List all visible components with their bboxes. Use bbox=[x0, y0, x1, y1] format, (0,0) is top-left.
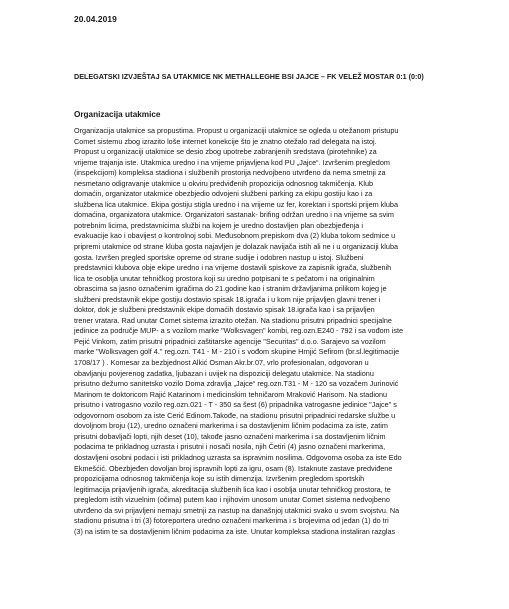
body-line: propozicijama odnosnog takmičenja koje su istih dimenzija. Izvršenim pregledom sportskih bbox=[74, 474, 365, 484]
body-line: trener vratara. Rad unutar Comet sistema izrazito otežan. Na stadionu prisutni pripadnici specijalne bbox=[74, 315, 392, 325]
body-line: službena lica utakmice. Ekipa gostiju stigla uredno i na vrijeme uz fer, korektan i sportski prijem kluba bbox=[74, 199, 398, 209]
body-line: nesmetano odigravanje utakmice u okviru predviđenih propozicija odnosnog takmičenja. Klub bbox=[74, 178, 374, 188]
section-body bbox=[74, 126, 490, 537]
body-line: utvrđeno da svi prijavljeni nemaju smetnji za nastup na današnjoj utakmici svako u svom svojstvu. Na bbox=[74, 505, 400, 515]
report-date: 20.04.2019 bbox=[74, 14, 117, 24]
body-line: dostavljeni osobni podaci i isti prikladnog uzrasta sa ispravnim nosilima. Odgovorna osoba za iste Edo bbox=[74, 452, 402, 462]
body-line: Comet sistemu zbog izrazito loše internet konekcije što je znatno otežalo rad delegata na istoj. bbox=[74, 136, 377, 146]
body-line: jedinice za područje MUP- a s vozilom marke "Wolksvagen" kombi, reg.ozn.E240 - 792 i sa vođom iste bbox=[74, 326, 403, 336]
body-line: Propust u organizaciji utakmice se desio zbog upotrebe zabranjenih sredstava (pirotehnike) za bbox=[74, 147, 377, 157]
body-line: Marinom te doktoricom Rajić Katarinom i medicinskim tehničarom Mraković Harisom. Na stadionu bbox=[74, 389, 388, 399]
body-line: Pejić Vinkom, zatim prisutni pripadnici zaštitarske agencije "Securitas" d.o.o. Sarajevo sa vozilom bbox=[74, 336, 386, 346]
section-heading: Organizacija utakmice bbox=[74, 110, 161, 119]
body-line: pregledom istih vizuelnim (očima) putem kao i njihovim unosom unutar Comet sistema nedvojbeno bbox=[74, 495, 390, 505]
body-line: (inspekcijom) kompleksa stadiona i službenih prostorija nedvojbeno utvrđeno da nema smetnji za bbox=[74, 168, 386, 178]
body-line: prisutni dobavljači lopti, njih deset (10), takođe jasno označeni markerima i sa dostavljenim ličnim bbox=[74, 431, 386, 441]
body-line: stadionu prisutna i tri (3) fotoreportera uredno označeni markerima i s brojevima od jedan (1) do tri bbox=[74, 516, 389, 526]
body-line: domaćina, organizatora utakmice. Organizatori sastanak- brifing održan uredno i na vrijeme sa svim bbox=[74, 210, 394, 220]
body-line: dovoljnom broju (12), uredno označeni markerima i sa dostavljenim ličnim podacima za iste, zatim bbox=[74, 421, 388, 431]
body-line: gosta. Izvršen pregled sportske opreme od strane sudije i odobren nastup u istoj. Službeni bbox=[74, 252, 364, 262]
body-line: 1708/17 ) . Komesar za bezbjednost Alkić Osman Akr.br.07, vrlo profesionalan, odgovoran u bbox=[74, 358, 369, 368]
body-line: podacima te prikladnog uzrasta i prisutni i nosači nosila, njih Četiri (4) jasno označeni markerima, bbox=[74, 442, 386, 452]
body-line: prisutno dežurno sanitetsko vozilo Doma zdravlja „Jajce“ reg.ozn.T31 - M - 120 sa vozačem Jurinović bbox=[74, 379, 399, 389]
body-line: Ekmešćić. Obezbjeđen dovoljan broj ispravnih lopti za igru, osam (8). Istaknute zastave predviđene bbox=[74, 463, 393, 473]
body-line: Organizacija utakmice sa propustima. Propust u organizaciji utakmice se ogleda u otežanom pristupu bbox=[74, 126, 399, 135]
body-line: (3) na istim te sa dostavljenim ličnim podacima za iste. Unutar kompleksa stadiona instaliran razglas bbox=[74, 526, 396, 536]
body-line: lica te osoblja unutar tehničkog prostora koji su uredno potpisani te s pečatom i na originalnim bbox=[74, 273, 375, 283]
body-line: marke "Wolksvagen golf 4." reg.ozn. T41 - M - 210 i s vođom skupine Hrnjić Sefirom (br.sl.legitimacije bbox=[74, 347, 400, 357]
body-line: predstavnici klubova obje ekipe uredno i na vrijeme dostavili spiskove za zapisnik igrača, službenih bbox=[74, 263, 392, 273]
body-line: legitimacija prijavljenih igrača, akreditacija službenih lica kao i osoblja unutar tehničkog prostora, te bbox=[74, 484, 391, 494]
body-line: domaćin, organizator utakmice obezbjedio odvojeni službeni parking za ekipu gostiju kao i za bbox=[74, 189, 373, 199]
body-line: obavljanju povjerenog zadatka, ljubazan i uvijek na dispoziciji delegatu utakmice. Na stadionu bbox=[74, 368, 374, 378]
body-line: pripremi utakmice od strane kluba gosta najavljen je dolazak navijača istih ali ne i u organizaciji kluba bbox=[74, 242, 399, 252]
body-line: obrascima sa jasno označenim igračima do 21.godine kao i stranim državljanima prilikom kojeg je bbox=[74, 284, 387, 294]
body-line: prisutno i vatrogasno vozilo reg.ozn.021 - T - 350 sa šest (6) pripadnika vatrogasne jedinice "Jajce" s bbox=[74, 400, 397, 410]
body-line: službeni predstavnik ekipe gostiju dostavio spisak 18.igrača i u kom nije prijavljen glavni trener i bbox=[74, 294, 381, 304]
report-title: DELEGATSKI IZVJEŠTAJ SA UTAKMICE NK METHALLEGHE BSI JAJCE – FK VELEŽ MOSTAR 0:1 (0:0) bbox=[74, 72, 424, 81]
body-line: vrijeme trajanja iste. Utakmica uredno i na vrijeme prijavljena kod PU „Jajce“. Izvršenim pregledom bbox=[74, 157, 390, 167]
body-line: evakuacije kao i obavijest o kontrolnoj sobi. Međusobnom prepiskom dva (2) kluba tokom sedmice u bbox=[74, 231, 396, 241]
body-line: doktor, dok je službeni predstavnik ekipe domaćih dostavio spisak 18.igrača kao i sa prijavljen bbox=[74, 305, 375, 315]
body-line: odgovornom osobom za iste Cerić Edinom.Takođe, na stadionu prisutni pripadnici redarske službe u bbox=[74, 410, 396, 420]
body-line: potrebnim licima, predstavnicima službi na kojem je uredno dostavljen plan obezbjeđenja i bbox=[74, 220, 363, 230]
